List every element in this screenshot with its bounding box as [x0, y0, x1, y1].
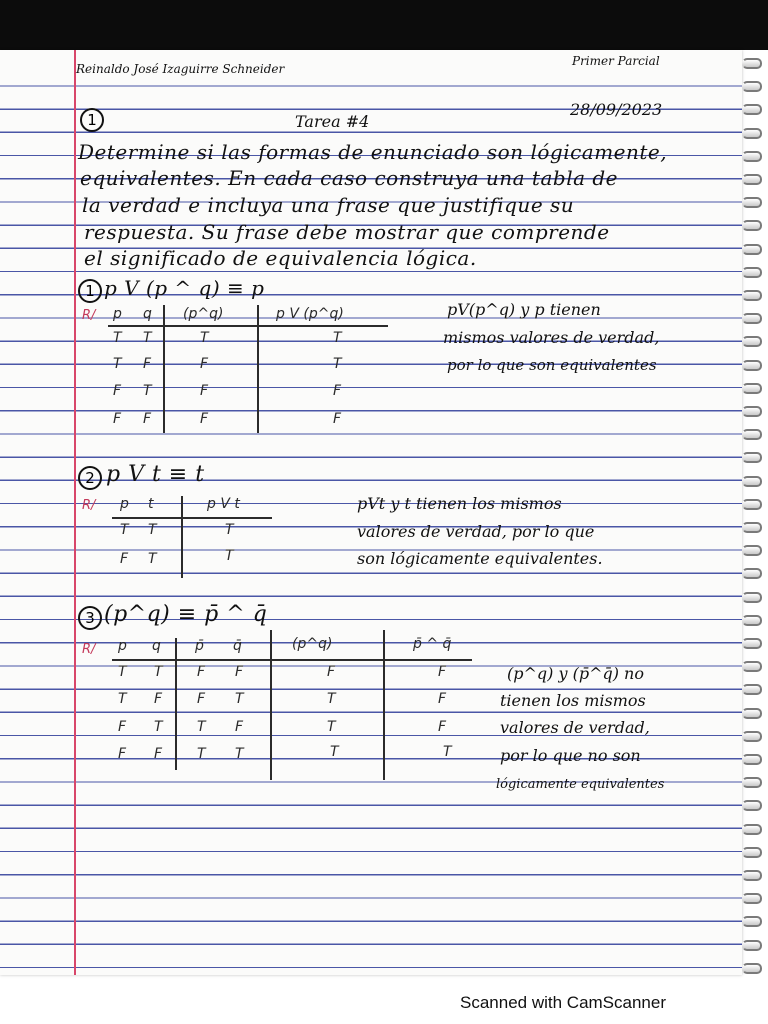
exercise-formula: p V (p ^ q) ≡ p — [104, 276, 265, 300]
table-cell: T — [120, 522, 129, 538]
table-header: q — [143, 306, 152, 322]
justification-line: tienen los mismos — [500, 691, 646, 710]
table-rule — [270, 630, 272, 780]
table-cell: T — [443, 744, 452, 760]
table-cell: F — [120, 551, 129, 567]
spiral-ring — [742, 499, 762, 510]
justification-line: valores de verdad, — [500, 718, 650, 737]
spiral-ring — [742, 522, 762, 533]
table-header: p — [120, 496, 129, 512]
answer-mark: R/ — [82, 498, 96, 513]
spiral-ring — [742, 128, 762, 139]
table-cell: F — [200, 411, 209, 427]
answer-mark: R/ — [82, 642, 96, 657]
exercise-number: 2 — [78, 466, 102, 490]
student-name: Reinaldo José Izaguirre Schneider — [76, 62, 285, 76]
table-cell: T — [148, 551, 157, 567]
exam-label: Primer Parcial — [572, 54, 660, 68]
table-cell: F — [143, 356, 152, 372]
spiral-ring — [742, 290, 762, 301]
spiral-ring — [742, 963, 762, 974]
scan-top-shadow — [0, 0, 768, 50]
spiral-ring — [742, 916, 762, 927]
spiral-ring — [742, 151, 762, 162]
justification-line: lógicamente equivalentes — [496, 777, 665, 792]
spiral-ring — [742, 336, 762, 347]
spiral-ring — [742, 545, 762, 556]
spiral-ring — [742, 661, 762, 672]
table-rule — [181, 496, 183, 578]
spiral-ring — [742, 592, 762, 603]
table-cell: T — [200, 330, 209, 346]
table-cell: F — [333, 383, 342, 399]
table-cell: T — [143, 330, 152, 346]
table-cell: T — [148, 522, 157, 538]
spiral-ring — [742, 220, 762, 231]
table-cell: T — [118, 691, 127, 707]
table-rule — [175, 638, 177, 770]
table-rule — [112, 659, 472, 661]
table-rule — [108, 325, 388, 327]
exercise-number: 1 — [78, 279, 102, 303]
table-header: t — [148, 496, 154, 512]
table-header: p̄ — [195, 638, 204, 654]
table-cell: F — [118, 719, 127, 735]
table-cell: F — [200, 383, 209, 399]
spiral-ring — [742, 940, 762, 951]
instruction-line: equivalentes. En cada caso construya una tabla de — [80, 166, 619, 190]
scan-watermark: Scanned with CamScanner — [460, 993, 667, 1012]
exercise-formula: p V t ≡ t — [106, 462, 205, 487]
spiral-ring — [742, 638, 762, 649]
table-cell: T — [330, 744, 339, 760]
table-cell: T — [333, 356, 342, 372]
margin-line — [74, 50, 76, 975]
justification-line: valores de verdad, por lo que — [357, 522, 595, 541]
table-cell: T — [327, 691, 336, 707]
table-header: (p^q) — [183, 306, 224, 322]
table-cell: T — [327, 719, 336, 735]
table-cell: T — [225, 548, 234, 564]
table-header: p — [113, 306, 122, 322]
table-header: p V (p^q) — [276, 306, 344, 322]
justification-line: pVt y t tienen los mismos — [357, 494, 562, 513]
table-rule — [163, 305, 165, 433]
assignment-title: Tarea #4 — [295, 112, 370, 131]
justification-line: por lo que son equivalentes — [447, 356, 657, 374]
justification-line: pV(p^q) y p tienen — [447, 300, 601, 319]
spiral-ring — [742, 197, 762, 208]
table-rule — [112, 517, 272, 519]
table-cell: T — [154, 664, 163, 680]
table-cell: T — [235, 746, 244, 762]
table-cell: F — [327, 664, 336, 680]
table-rule — [257, 305, 259, 433]
justification-line: por lo que no son — [500, 746, 641, 765]
table-cell: T — [197, 746, 206, 762]
exercise-number: 3 — [78, 606, 102, 630]
instruction-line: el significado de equivalencia lógica. — [84, 246, 477, 270]
justification-line: son lógicamente equivalentes. — [357, 549, 603, 568]
spiral-ring — [742, 824, 762, 835]
table-cell: T — [113, 356, 122, 372]
spiral-ring — [742, 81, 762, 92]
table-cell: F — [154, 746, 163, 762]
table-header: q — [152, 638, 161, 654]
spiral-ring — [742, 174, 762, 185]
spiral-ring — [742, 708, 762, 719]
instruction-line: la verdad e incluya una frase que justifique su — [82, 193, 575, 217]
justification-line: (p^q) y (p̄^q̄) no — [507, 664, 644, 683]
table-header: p — [118, 638, 127, 654]
instruction-line: Determine si las formas de enunciado son lógicamente, — [78, 140, 668, 164]
table-cell: T — [113, 330, 122, 346]
spiral-ring — [742, 615, 762, 626]
spiral-ring — [742, 847, 762, 858]
spiral-ring — [742, 684, 762, 695]
table-cell: T — [154, 719, 163, 735]
item-number-circle: 1 — [80, 108, 104, 132]
spiral-ring — [742, 383, 762, 394]
spiral-ring — [742, 731, 762, 742]
spiral-ring — [742, 104, 762, 115]
spiral-ring — [742, 800, 762, 811]
table-cell: F — [113, 383, 122, 399]
spiral-binding — [736, 50, 764, 975]
table-header: p V t — [207, 496, 240, 512]
table-cell: T — [118, 664, 127, 680]
table-cell: T — [143, 383, 152, 399]
table-cell: F — [235, 719, 244, 735]
table-header: (p^q) — [292, 636, 333, 652]
table-rule — [383, 630, 385, 780]
table-cell: F — [197, 664, 206, 680]
instruction-line: respuesta. Su frase debe mostrar que comprende — [84, 220, 610, 244]
table-cell: F — [143, 411, 152, 427]
table-cell: F — [438, 719, 447, 735]
table-cell: F — [235, 664, 244, 680]
spiral-ring — [742, 244, 762, 255]
justification-line: mismos valores de verdad, — [443, 328, 660, 347]
spiral-ring — [742, 429, 762, 440]
table-cell: F — [200, 356, 209, 372]
table-cell: F — [438, 664, 447, 680]
spiral-ring — [742, 313, 762, 324]
table-cell: F — [154, 691, 163, 707]
table-cell: T — [225, 522, 234, 538]
date: 28/09/2023 — [570, 100, 663, 119]
spiral-ring — [742, 58, 762, 69]
table-cell: T — [235, 691, 244, 707]
table-cell: F — [113, 411, 122, 427]
spiral-ring — [742, 360, 762, 371]
spiral-ring — [742, 267, 762, 278]
spiral-ring — [742, 754, 762, 765]
table-cell: F — [118, 746, 127, 762]
spiral-ring — [742, 476, 762, 487]
table-cell: F — [438, 691, 447, 707]
table-header: q̄ — [233, 638, 242, 654]
spiral-ring — [742, 406, 762, 417]
table-cell: F — [333, 411, 342, 427]
table-cell: T — [197, 719, 206, 735]
spiral-ring — [742, 893, 762, 904]
spiral-ring — [742, 568, 762, 579]
exercise-formula: (p^q) ≡ p̄ ^ q̄ — [104, 602, 268, 627]
spiral-ring — [742, 870, 762, 881]
spiral-ring — [742, 777, 762, 788]
spiral-ring — [742, 452, 762, 463]
table-cell: T — [333, 330, 342, 346]
table-header: p̄ ^ q̄ — [413, 636, 452, 652]
table-cell: F — [197, 691, 206, 707]
answer-mark: R/ — [82, 308, 96, 323]
